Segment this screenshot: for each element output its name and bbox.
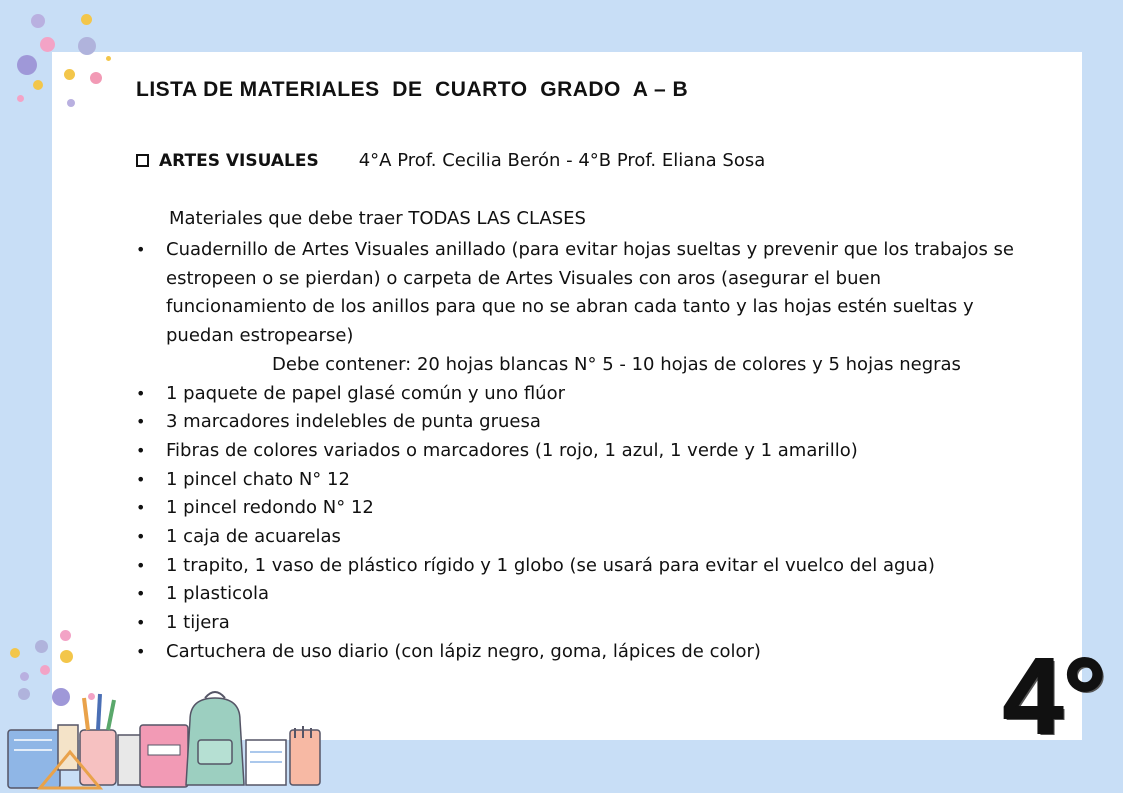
materials-list [136, 236, 1016, 667]
list-item: • 3 marcadores indelebles de punta gruesa [136, 408, 1016, 437]
checkbox-bullet-icon [136, 154, 149, 167]
list-item: • 1 paquete de papel glasé común y uno flúor [136, 380, 1016, 409]
page-title: LISTA DE MATERIALES DE CUARTO GRADO A – B [136, 78, 689, 101]
list-item: • 1 pincel redondo N° 12 [136, 494, 1016, 523]
list-item: • 1 plasticola [136, 580, 1016, 609]
list-item: • Cuadernillo de Artes Visuales anillado (para evitar hojas sueltas y prevenir que los trabajos se estropeen o se pierdan) o carpeta de Artes Visuales con aros (asegurar el buen funcionamiento de los anillos para que no se abran cada tanto y las hojas estén sueltas y puedan estropearse) [136, 236, 1016, 351]
list-item: • 1 caja de acuarelas [136, 523, 1016, 552]
list-item: • 1 pincel chato N° 12 [136, 466, 1016, 495]
section-label: Materiales que debe traer TODAS LAS CLASES [169, 208, 586, 229]
list-item: • 1 tijera [136, 609, 1016, 638]
teachers-info: 4°A Prof. Cecilia Berón - 4°B Prof. Eliana Sosa [358, 150, 766, 171]
list-item: • Cartuchera de uso diario (con lápiz negro, goma, lápices de color) [136, 638, 1016, 667]
list-item: • 1 trapito, 1 vaso de plástico rígido y 1 globo (se usará para evitar el vuelco del agua) [136, 552, 1016, 581]
grade-badge: 4° [1003, 635, 1107, 756]
list-item-note: Debe contener: 20 hojas blancas N° 5 - 10 hojas de colores y 5 hojas negras [272, 353, 961, 375]
list-item: • Fibras de colores variados o marcadores (1 rojo, 1 azul, 1 verde y 1 amarillo) [136, 437, 1016, 466]
subject-row [136, 150, 765, 171]
subject-name: ARTES VISUALES [159, 150, 319, 171]
